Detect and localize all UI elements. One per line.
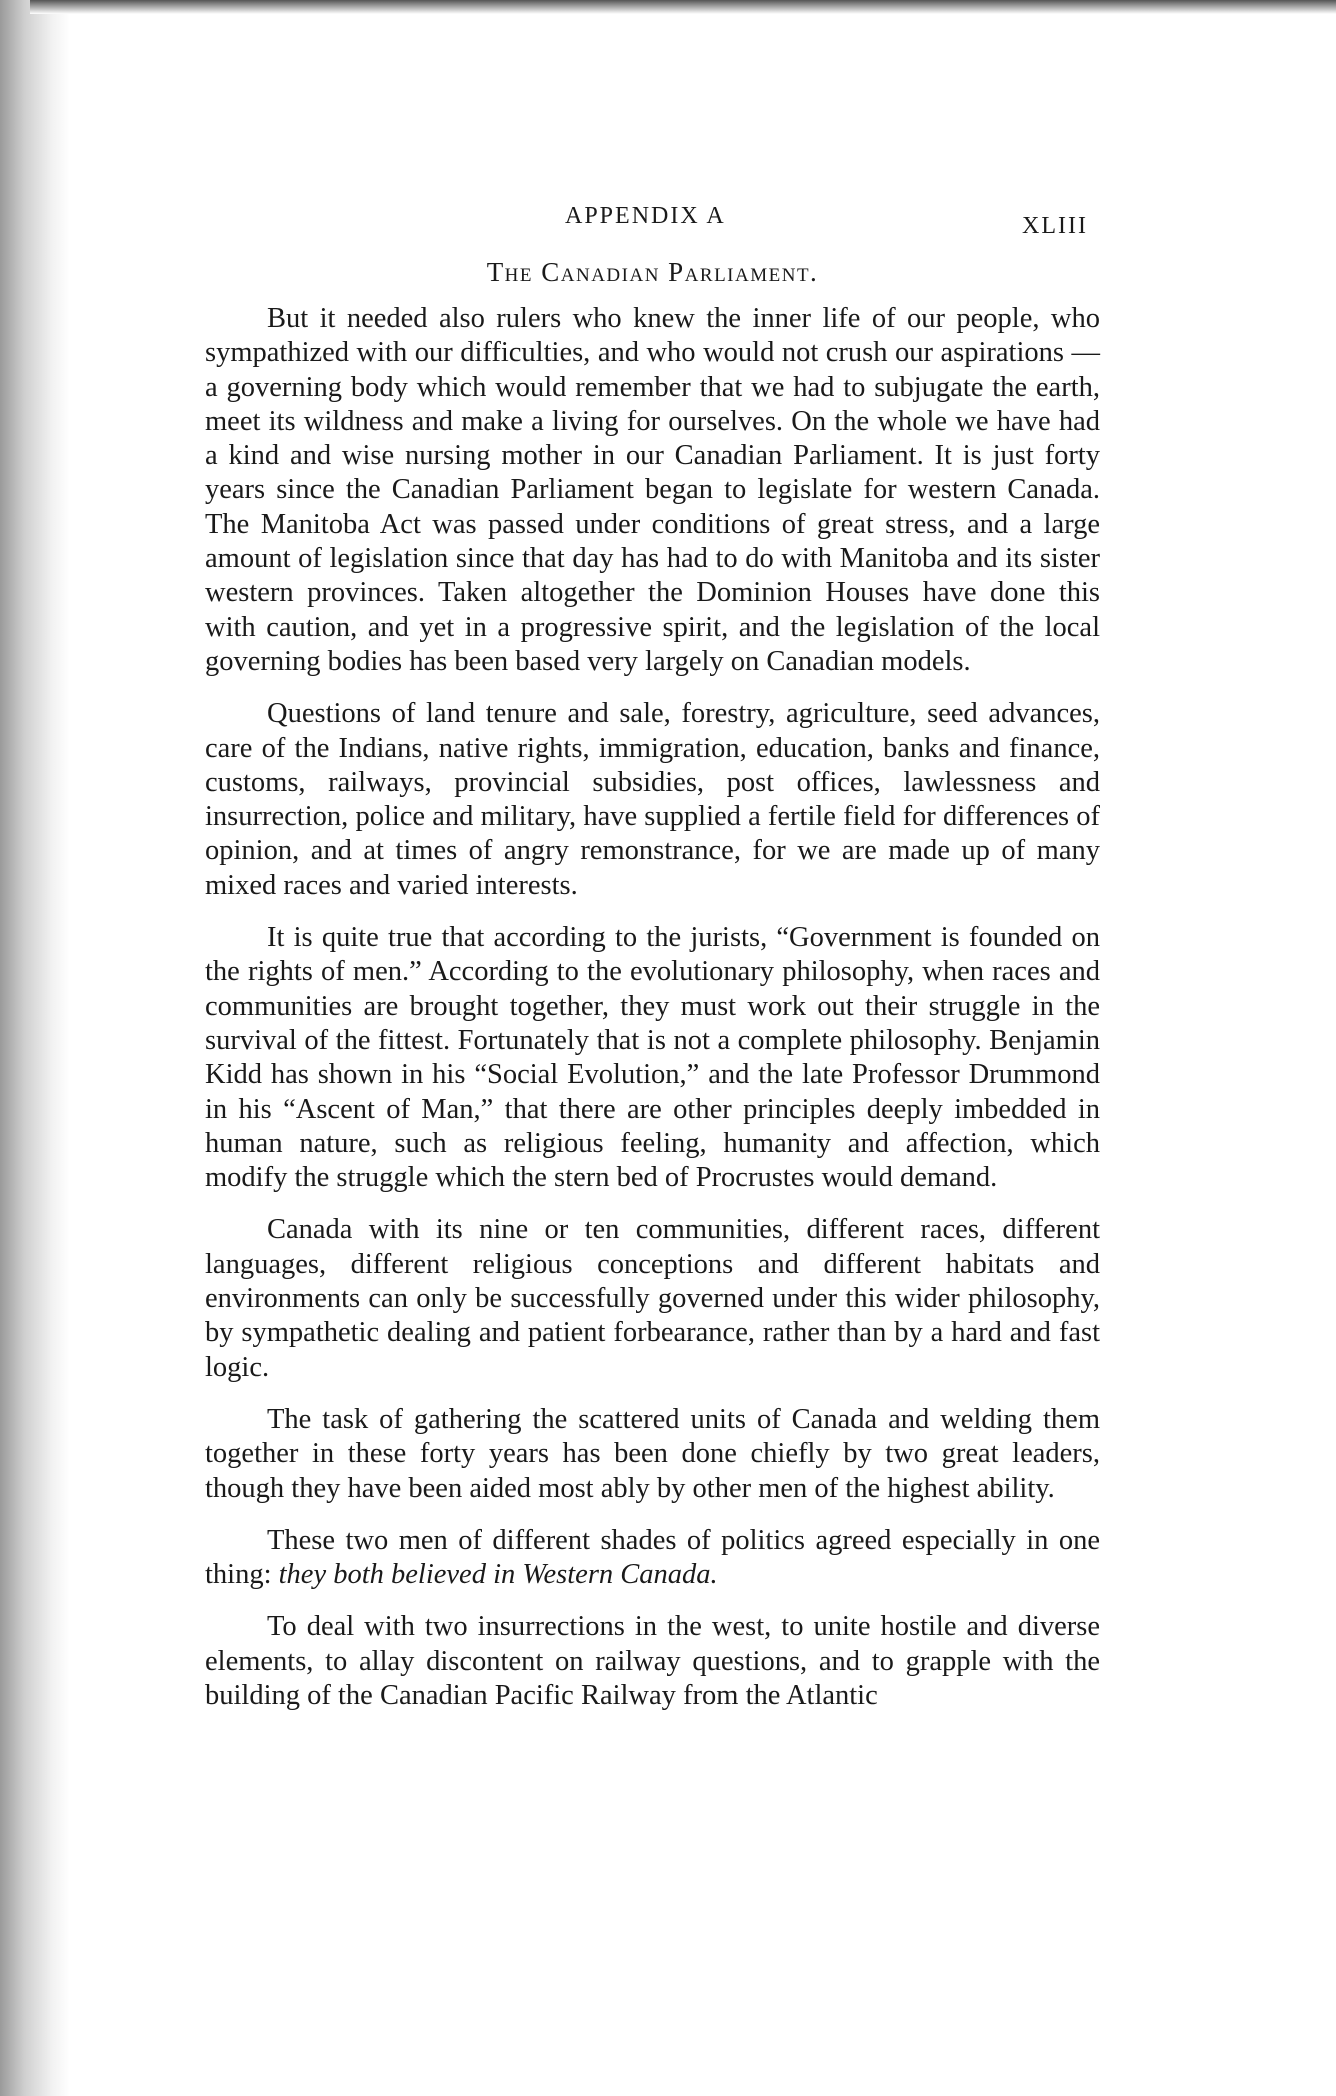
paragraph: To deal with two insurrections in the west, to unite hostile and diverse elements, to allay discontent on railway questions, and to grapple with the building of the Canadian Pacific Railway from the Atlantic	[205, 1611, 1100, 1711]
paragraph: Questions of land tenure and sale, forestry, agriculture, seed advances, care of the Indians, native rights, immigration, education, banks and finance, customs, railways, provincial subsidies, post offices, lawlessness and insurrection, police and military, have supplied a fertile field for differences of opinion, and at times of angry remonstrance, for we are made up of many mixed races and varied interests.	[205, 698, 1100, 901]
paragraph-text: These two men of different shades of politics agreed especially in one thing:	[205, 1524, 1100, 1591]
section-title: The Canadian Parliament.	[486, 257, 819, 287]
paragraph: The task of gathering the scattered units of Canada and welding them together in these forty years has been done chiefly by two great leaders, though they have been aided most ably by other men of the highest ability.	[205, 1403, 1100, 1504]
page-number: XLIII	[1022, 213, 1088, 239]
book-page	[205, 195, 1100, 1731]
paragraph: But it needed also rulers who knew the inner life of our people, who sympathized with our difficulties, and who would not crush our aspirations —a governing body which would remember that we had to subjugate the earth, meet its wildness and make a living for ourselves. On the whole we have had a kind and wise nursing mother in our Canadian Parliament. It is just forty years since the Canadian Parliament began to legislate for western Canada. The Manitoba Act was passed under conditions of great stress, and a large amount of legislation since that day has had to do with Manitoba and its sister western provinces. Taken altogether the Dominion Houses have done this with caution, and yet in a progressive spirit, and the legislation of the local governing bodies has been based very largely on Canadian models.	[205, 303, 1100, 677]
running-head: APPENDIX A	[565, 203, 726, 229]
paragraph: Canada with its nine or ten communities, different races, different languages, different religious conceptions and different habitats and environments can only be successfully governed under this wider philosophy, by sympathetic dealing and patient forbearance, rather than by a hard and fast logic.	[205, 1214, 1100, 1383]
page-header	[205, 195, 1100, 239]
page-top-shadow	[30, 0, 1336, 14]
paragraph	[205, 1524, 1100, 1593]
italic-phrase: they both believed in Western Canada.	[278, 1559, 718, 1591]
page-gutter-shadow	[0, 0, 70, 2096]
paragraph: It is quite true that according to the jurists, “Government is founded on the rights of men.” According to the evolutionary philosophy, when races and communities are brought together, they must work out their struggle in the survival of the fittest. Fortunately that is not a complete philosophy. Benjamin Kidd has shown in his “Social Evolution,” and the late Professor Drummond in his “Ascent of Man,” that there are other principles deeply imbedded in human nature, such as religious feeling, humanity and affection, which modify the struggle which the stern bed of Procrustes would demand.	[205, 922, 1100, 1194]
